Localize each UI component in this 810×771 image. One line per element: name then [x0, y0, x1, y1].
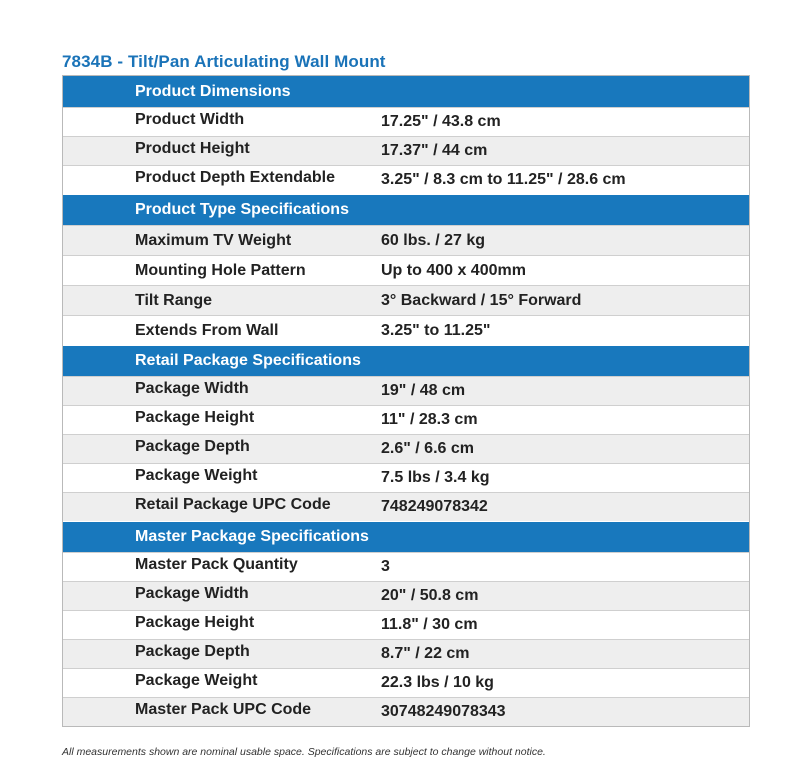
spec-row: [63, 376, 749, 405]
page-title: 7834B - Tilt/Pan Articulating Wall Mount: [62, 52, 386, 71]
spec-label: Retail Package UPC Code: [135, 496, 331, 513]
spec-label: Package Weight: [135, 672, 258, 689]
spec-row: [63, 610, 749, 639]
spec-label: Product Width: [135, 111, 245, 128]
spec-value: 3.25" to 11.25": [381, 321, 491, 339]
spec-label: Extends From Wall: [135, 321, 279, 339]
spec-row: [63, 165, 749, 194]
spec-label: Master Pack Quantity: [135, 556, 298, 573]
spec-row: [63, 315, 749, 345]
spec-label: Maximum TV Weight: [135, 231, 292, 249]
spec-label: Package Width: [135, 380, 249, 397]
spec-label: Master Pack UPC Code: [135, 701, 312, 718]
spec-label: Package Depth: [135, 643, 250, 660]
spec-row: [63, 136, 749, 165]
spec-value: 3.25" / 8.3 cm to 11.25" / 28.6 cm: [381, 171, 626, 188]
spec-table: [62, 75, 750, 727]
spec-label: Mounting Hole Pattern: [135, 261, 306, 279]
spec-row: [63, 463, 749, 492]
spec-label: Package Height: [135, 614, 255, 631]
spec-label: Package Height: [135, 409, 255, 426]
footnote: All measurements shown are nominal usable space. Specifications are subject to change without notice.: [62, 746, 546, 758]
spec-row: [63, 434, 749, 463]
spec-label: Product Height: [135, 140, 250, 157]
spec-value: 30748249078343: [381, 703, 506, 720]
spec-row: [63, 107, 749, 136]
spec-value: 22.3 lbs / 10 kg: [381, 674, 494, 691]
spec-value: 748249078342: [381, 498, 488, 515]
section-header-master-package-specifications: Master Package Specifications: [63, 521, 749, 552]
spec-row: [63, 697, 749, 726]
spec-row: [63, 668, 749, 697]
spec-value: 11" / 28.3 cm: [381, 411, 478, 428]
spec-value: 60 lbs. / 27 kg: [381, 231, 486, 249]
spec-label: Product Depth Extendable: [135, 169, 336, 186]
spec-row: [63, 492, 749, 521]
spec-label: Package Weight: [135, 467, 258, 484]
spec-value: 8.7" / 22 cm: [381, 645, 470, 662]
section-header-retail-package-specifications: Retail Package Specifications: [63, 345, 749, 376]
spec-value: 7.5 lbs / 3.4 kg: [381, 469, 490, 486]
section-header-product-type-specifications: Product Type Specifications: [63, 194, 749, 225]
spec-value: 17.37" / 44 cm: [381, 142, 488, 159]
spec-value: 11.8" / 30 cm: [381, 616, 478, 633]
spec-row: [63, 285, 749, 315]
section-header-product-dimensions: Product Dimensions: [63, 76, 749, 107]
spec-value: 17.25" / 43.8 cm: [381, 113, 501, 130]
spec-value: 20" / 50.8 cm: [381, 587, 479, 604]
spec-value: Up to 400 x 400mm: [381, 261, 526, 279]
spec-value: 3° Backward / 15° Forward: [381, 291, 582, 309]
spec-value: 19" / 48 cm: [381, 382, 466, 399]
spec-row: [63, 405, 749, 434]
spec-label: Package Depth: [135, 438, 250, 455]
spec-row: [63, 255, 749, 285]
spec-row: [63, 639, 749, 668]
spec-value: 3: [381, 558, 390, 575]
spec-row: [63, 225, 749, 255]
spec-label: Tilt Range: [135, 291, 213, 309]
spec-value: 2.6" / 6.6 cm: [381, 440, 474, 457]
spec-row: [63, 581, 749, 610]
spec-row: [63, 552, 749, 581]
spec-label: Package Width: [135, 585, 249, 602]
